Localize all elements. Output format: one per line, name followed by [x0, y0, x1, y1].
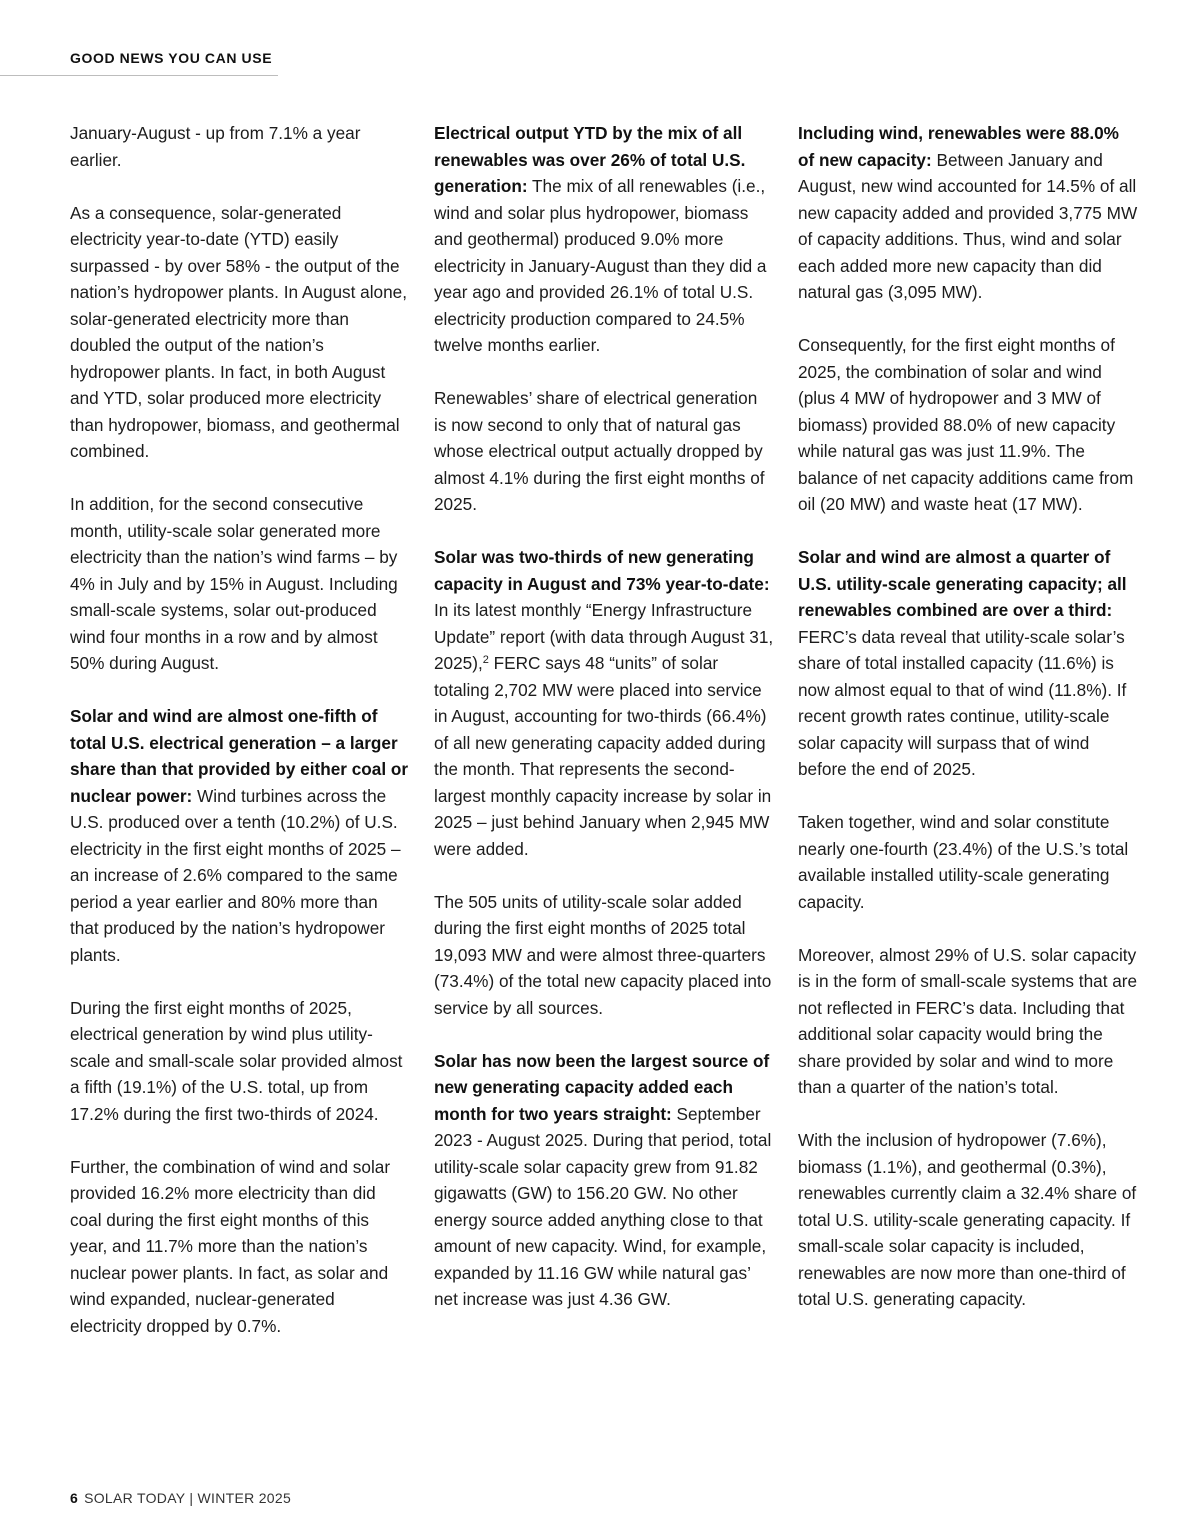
paragraph-text: The mix of all renewables (i.e., wind and solar plus hydropower, biomass and geothermal) produced 9.0% more electricity in January-August than they did a year ago and provided 26.1% of total U.S. electricity production compared to 24.5% twelve months earlier.	[434, 176, 767, 355]
paragraph-text: January-August - up from 7.1% a year earlier.	[70, 123, 361, 170]
paragraph-text: In its latest monthly “Energy Infrastructure Update” report (with data through August 31, 2025),	[434, 600, 774, 673]
paragraph	[798, 544, 1138, 783]
footnote-reference[interactable]: 2	[482, 654, 489, 666]
paragraph	[434, 1048, 774, 1313]
paragraph-text: Moreover, almost 29% of U.S. solar capacity is in the form of small-scale systems that are not reflected in FERC’s data. Including that additional solar capacity would bring the share provided by solar and wind to more than a quarter of the nation’s total.	[798, 944, 1138, 1097]
header-divider	[0, 75, 278, 76]
paragraph-text: In addition, for the second consecutive month, utility-scale solar generated more electricity than the nation’s wind farms – by 4% in July and by 15% in August. Including small-scale systems, solar out-produced wind four months in a row and by almost 50% during August.	[70, 494, 398, 673]
paragraph	[70, 995, 410, 1128]
article-column-3	[798, 120, 1138, 1339]
paragraph-lead: Including wind, renewables were 88.0% of new capacity:	[798, 123, 1119, 170]
paragraph	[70, 491, 410, 677]
paragraph-lead: Solar has now been the largest source of new generating capacity added each month for two years straight:	[434, 1050, 770, 1124]
paragraph-text: Further, the combination of wind and solar provided 16.2% more electricity than did coal during the first eight months of this year, and 11.7% more than the nation’s nuclear power plants. In fact, as solar and wind expanded, nuclear-generated electricity dropped by 0.7%.	[70, 1156, 391, 1336]
paragraph-text: September 2023 - August 2025. During that period, total utility-scale solar capacity grew from 91.82 gigawatts (GW) to 156.20 GW. No other energy source added anything close to that amount of new capacity. Wind, for example, expanded by 11.16 GW while natural gas’ net increase was just 4.36 GW.	[434, 1103, 772, 1309]
paragraph	[798, 332, 1138, 518]
article-column-2	[434, 120, 774, 1339]
paragraph-text: Renewables’ share of electrical generation is now second to only that of natural gas whose electrical output actually dropped by almost 4.1% during the first eight months of 2025.	[434, 388, 765, 514]
paragraph	[434, 889, 774, 1022]
paragraph-lead: Solar and wind are almost one-fifth of total U.S. electrical generation – a larger share than that provided by either coal or nuclear power:	[70, 706, 409, 806]
paragraph	[70, 703, 410, 968]
paragraph	[798, 120, 1138, 306]
paragraph-text-continued: FERC says 48 “units” of solar totaling 2,702 MW were placed into service in August, accounting for two-thirds (66.4%) of all new generating capacity added during the month. That represents the second-largest monthly capacity increase by solar in 2025 – just behind January when 2,945 MW were added.	[434, 653, 772, 859]
paragraph-text: With the inclusion of hydropower (7.6%), biomass (1.1%), and geothermal (0.3%), renewables currently claim a 32.4% share of total U.S. utility-scale generating capacity. If small-scale solar capacity is included, renewables are now more than one-third of total U.S. generating capacity.	[798, 1130, 1137, 1309]
paragraph	[70, 200, 410, 465]
paragraph	[434, 544, 774, 862]
paragraph	[70, 120, 410, 173]
section-header: GOOD NEWS YOU CAN USE	[70, 50, 273, 66]
paragraph-lead: Electrical output YTD by the mix of all renewables was over 26% of total U.S. generation:	[434, 123, 746, 196]
paragraph-text: During the first eight months of 2025, electrical generation by wind plus utility-scale and small-scale solar provided almost a fifth (19.1%) of the U.S. total, up from 17.2% during the first two-thirds of 2024.	[70, 997, 403, 1124]
paragraph	[798, 1127, 1138, 1313]
publication-name: SOLAR TODAY | WINTER 2025	[84, 1490, 292, 1506]
paragraph-text: FERC’s data reveal that utility-scale solar’s share of total installed capacity (11.6%) is now almost equal to that of wind (11.8%). If recent growth rates continue, utility-scale solar capacity will surpass that of wind before the end of 2025.	[798, 626, 1127, 779]
paragraph-text: As a consequence, solar-generated electricity year-to-date (YTD) easily surpassed - by over 58% - the output of the nation’s hydropower plants. In August alone, solar-generated electricity more than doubled the output of the nation’s hydropower plants. In fact, in both August and YTD, solar produced more electricity than hydropower, biomass, and geothermal combined.	[70, 202, 407, 461]
paragraph	[70, 1154, 410, 1340]
page-footer	[70, 1490, 291, 1506]
paragraph-text: Consequently, for the first eight months of 2025, the combination of solar and wind (plus 4 MW of hydropower and 3 MW of biomass) provided 88.0% of new capacity while natural gas was just 11.9%. The balance of net capacity additions came from oil (20 MW) and waste heat (17 MW).	[798, 335, 1134, 514]
paragraph	[798, 942, 1138, 1101]
paragraph-lead: Solar was two-thirds of new generating capacity in August and 73% year-to-date:	[434, 547, 770, 594]
paragraph-text: The 505 units of utility-scale solar added during the first eight months of 2025 total 19,093 MW and were almost three-quarters (73.4%) of the total new capacity placed into service by all sources.	[434, 891, 772, 1018]
paragraph-text: Taken together, wind and solar constitute nearly one-fourth (23.4%) of the U.S.’s total available installed utility-scale generating capacity.	[798, 812, 1129, 912]
article-column-1	[70, 120, 410, 1366]
paragraph-text: Between January and August, new wind accounted for 14.5% of all new capacity added and provided 3,775 MW of capacity additions. Thus, wind and solar each added more new capacity than did natural gas (3,095 MW).	[798, 149, 1138, 302]
paragraph	[434, 120, 774, 359]
paragraph-text: Wind turbines across the U.S. produced over a tenth (10.2%) of U.S. electricity in the first eight months of 2025 – an increase of 2.6% compared to the same period a year earlier and 80% more than that produced by the nation’s hydropower plants.	[70, 785, 401, 965]
page-number: 6	[70, 1490, 79, 1506]
paragraph	[434, 385, 774, 518]
paragraph-lead: Solar and wind are almost a quarter of U.S. utility-scale generating capacity; all renewables combined are over a third:	[798, 547, 1127, 620]
paragraph	[798, 809, 1138, 915]
